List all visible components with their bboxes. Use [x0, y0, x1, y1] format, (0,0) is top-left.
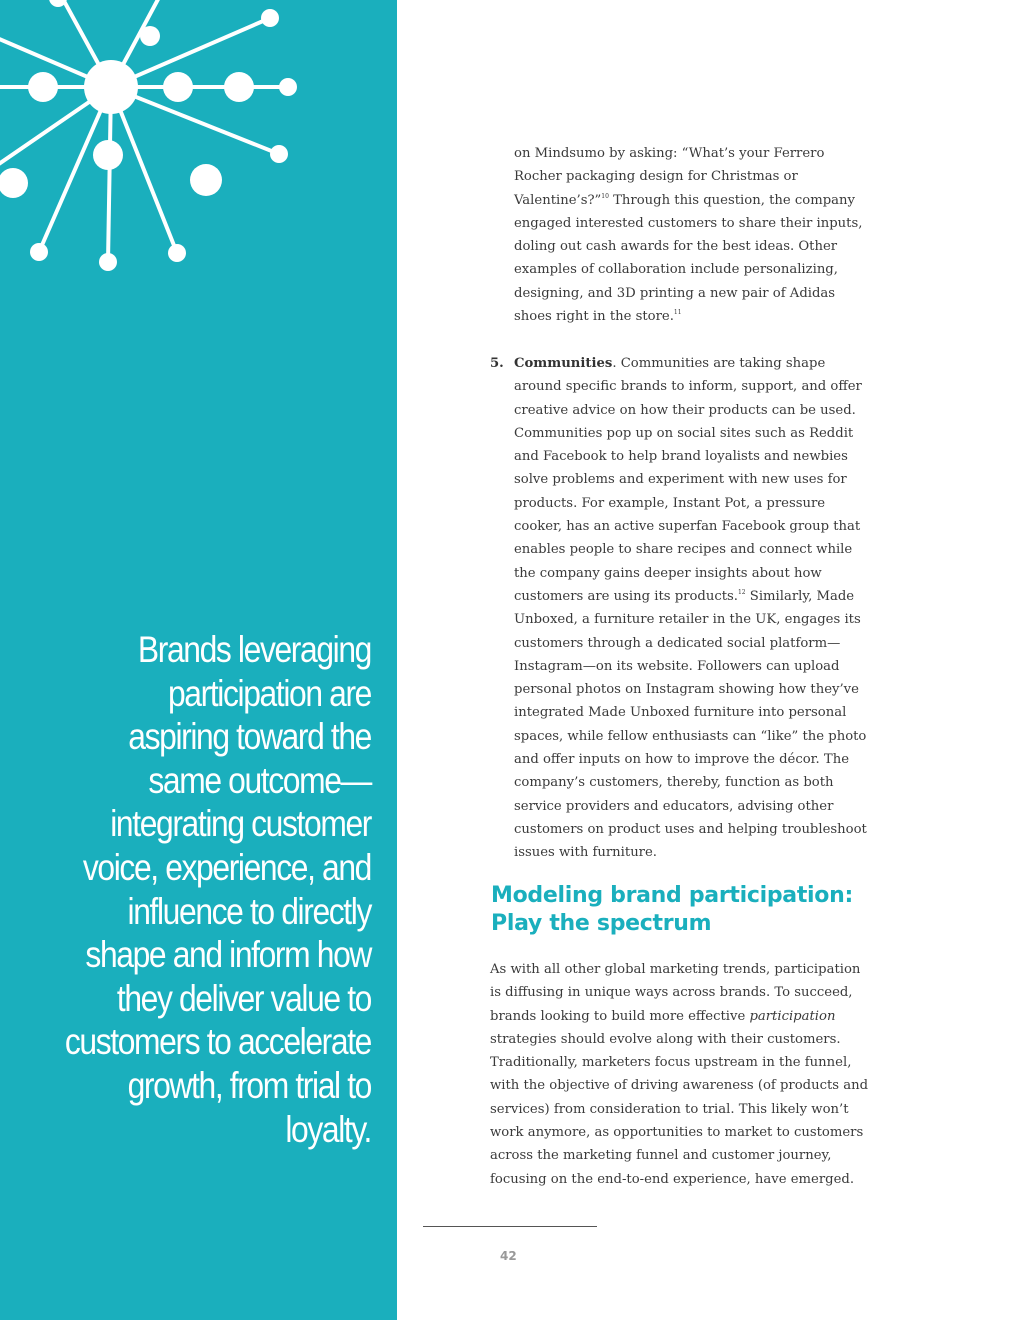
list-item-title: Communities: [514, 356, 613, 371]
section-heading-line2: Play the spectrum: [491, 911, 712, 936]
continuation-text-part2: Through this question, the company engaged interested customers to share their inputs, doling out cash awards for the best ideas. Other examples of collaboration include personalizing, designing, and 3D printing a new pair of Adidas shoes right in the store.: [514, 192, 863, 325]
footnote-ref-12[interactable]: 12: [737, 588, 746, 596]
page-number: 42: [500, 1249, 517, 1263]
footnote-ref-11[interactable]: 11: [673, 309, 682, 317]
list-item-communities: [490, 352, 875, 865]
intro-text-part2: strategies should evolve along with their customers. Traditionally, marketers focus upstream in the funnel, with the objective of driving awareness (of products and services) from consideration to trial. This likely won’t work anymore, as opportunities to market to customers across the marketing funnel and customer journey, focusing on the end-to-end experience, have emerged.: [490, 1031, 869, 1187]
intro-emphasis: participation: [749, 1008, 836, 1024]
footnote-ref-10[interactable]: 10: [601, 192, 609, 200]
sidebar-panel: [0, 0, 397, 1320]
section-heading: [491, 882, 891, 938]
communities-text-part2: Similarly, Made Unboxed, a furniture retailer in the UK, engages its customers through a dedicated social platform—Instagram—on its website. Followers can upload personal photos on Instagram showing how they’ve integrated Made Unboxed furniture into personal spaces, while fellow enthusiasts can “like” the photo and offer inputs on how to improve the décor. The company’s customers, thereby, function as both service providers and educators, advising other customers on product uses and helping troubleshoot issues with furniture.: [514, 588, 867, 861]
communities-text-part1: . Communities are taking shape around specific brands to inform, support, and offer creative advice on how their products can be used. Communities pop up on social sites such as Reddit and Facebook to help brand loyalists and newbies solve problems and experiment with new uses for products. For example, Instant Pot, a pressure cooker, has an active superfan Facebook group that enables people to share recipes and connect while the company gains deeper insights about how customers are using its products.: [514, 356, 862, 604]
list-item-body: [514, 352, 875, 865]
section-heading-line1: Modeling brand participation:: [491, 883, 853, 908]
list-item-number: 5.: [490, 356, 504, 371]
list-item-continuation: [490, 142, 875, 328]
continuation-text-part1: on Mindsumo by asking: “What’s your Ferrero Rocher packaging design for Christmas or Valentine’s?”: [514, 146, 825, 208]
intro-paragraph: [490, 958, 875, 1191]
intro-text-part1: As with all other global marketing trends, participation is diffusing in unique ways across brands. To succeed, brands looking to build more effective: [490, 962, 861, 1024]
footnote-divider: [423, 1226, 597, 1227]
pull-quote: Brands leveraging participation are aspiring toward the same outcome—integrating customer voice, experience, and influence to directly shape and inform how they deliver value to customers to accelerate growth, from trial to loyalty.: [64, 629, 372, 1150]
starburst-decoration-icon: [0, 0, 397, 290]
